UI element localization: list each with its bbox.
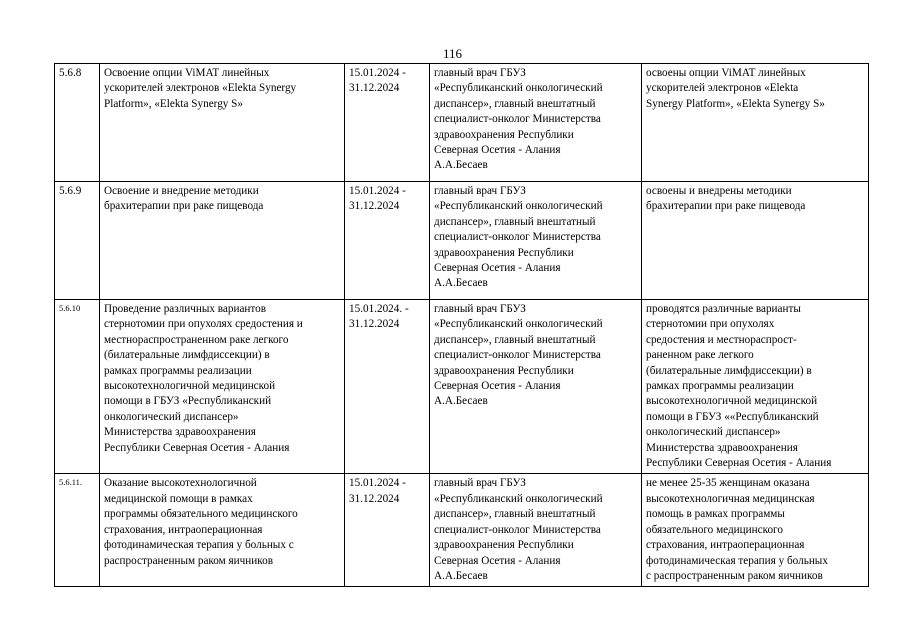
responsible-cell: главный врач ГБУЗ «Республиканский онкологический диспансер», главный внештатный специалист-онколог Министерства здравоохранения Республики Северная Осетия - Алания А.А.Бесаев	[430, 300, 642, 474]
result-cell: проводятся различные варианты стернотомии при опухолях средостения и местнораспрост- раненном раке легкого (билатеральные лимфдиссекции) в рамках программы реализации высокотехнологичной медицинской помощи в ГБУЗ ««Республиканский онкологический диспансер» Министерства здравоохранения Республики Северная Осетия - Алания	[642, 300, 869, 474]
result-cell: освоены и внедрены методики брахитерапии при раке пищевода	[642, 182, 869, 300]
dates-cell: 15.01.2024 - 31.12.2024	[345, 64, 430, 182]
item-number: 5.6.10	[55, 300, 100, 474]
dates-cell: 15.01.2024. - 31.12.2024	[345, 300, 430, 474]
table-row	[55, 182, 869, 300]
activity-cell: Оказание высокотехнологичной медицинской помощи в рамках программы обязательного медицинского страхования, интраоперационная фотодинамическая терапия у больных с распространенным раком яичников	[100, 474, 345, 587]
activity-cell: Проведение различных вариантов стернотомии при опухолях средостения и местнораспространенном раке легкого (билатеральные лимфдиссекции) в рамках программы реализации высокотехнологичной медицинской помощи в ГБУЗ «Республиканский онкологический диспансер» Министерства здравоохранения Республики Северная Осетия - Алания	[100, 300, 345, 474]
item-number: 5.6.8	[55, 64, 100, 182]
activity-cell: Освоение и внедрение методики брахитерапии при раке пищевода	[100, 182, 345, 300]
dates-cell: 15.01.2024 - 31.12.2024	[345, 182, 430, 300]
responsible-cell: главный врач ГБУЗ «Республиканский онкологический диспансер», главный внештатный специалист-онколог Министерства здравоохранения Республики Северная Осетия - Алания А.А.Бесаев	[430, 182, 642, 300]
table-row	[55, 300, 869, 474]
page-number: 116	[442, 46, 463, 61]
table-row	[55, 64, 869, 182]
item-number: 5.6.9	[55, 182, 100, 300]
responsible-cell: главный врач ГБУЗ «Республиканский онкологический диспансер», главный внештатный специалист-онколог Министерства здравоохранения Республики Северная Осетия - Алания А.А.Бесаев	[430, 64, 642, 182]
result-cell: освоены опции ViMAT линейных ускорителей электронов «Elekta Synergy Platform», «Elekta Synergy S»	[642, 64, 869, 182]
dates-cell: 15.01.2024 - 31.12.2024	[345, 474, 430, 587]
activity-cell: Освоение опции ViMAT линейных ускорителей электронов «Elekta Synergy Platform», «Elekta Synergy S»	[100, 64, 345, 182]
table-row	[55, 474, 869, 587]
item-number: 5.6.11.	[55, 474, 100, 587]
activities-table	[54, 63, 869, 587]
responsible-cell: главный врач ГБУЗ «Республиканский онкологический диспансер», главный внештатный специалист-онколог Министерства здравоохранения Республики Северная Осетия - Алания А.А.Бесаев	[430, 474, 642, 587]
result-cell: не менее 25-35 женщинам оказана высокотехнологичная медицинская помощь в рамках программы обязательного медицинского страхования, интраоперационная фотодинамическая терапия у больных с распространенным раком яичников	[642, 474, 869, 587]
